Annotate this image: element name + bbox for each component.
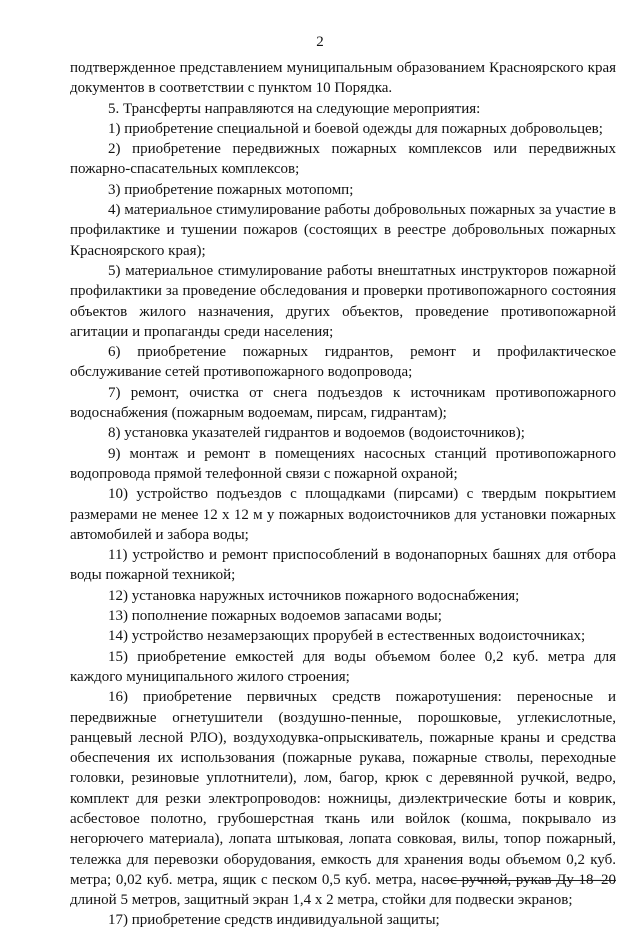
list-item-paragraph: 7) ремонт, очистка от снега подъездов к источникам противопожарного водоснабжения (пожарным водоемам, пирсам, гидрантам); xyxy=(70,384,616,422)
list-item-paragraph: 5) материальное стимулирование работы внештатных инструкторов пожарной профилактики за проведение обследования и проверки противопожарного состояния объектов жилого назначения, других объектов, проведение противопожарной агитации и пропаганды среди населения; xyxy=(70,262,616,340)
page-number: 2 xyxy=(316,34,324,50)
list-item-paragraph: 13) пополнение пожарных водоемов запасами воды; xyxy=(108,608,442,625)
footer-divider xyxy=(443,880,616,881)
list-item-paragraph: 17) приобретение средств индивидуальной защиты; xyxy=(108,912,440,929)
list-item-paragraph: 6) приобретение пожарных гидрантов, ремонт и профилактическое обслуживание сетей противопожарного водопровода; xyxy=(70,344,616,381)
continued-paragraph: подтвержденное представлением муниципальным образованием Красноярского края документов в соответствии с пунктом 10 Порядка. xyxy=(70,60,616,97)
list-item-paragraph: 11) устройство и ремонт приспособлений в водонапорных башнях для отбора воды пожарной техникой; xyxy=(70,547,616,584)
list-item-paragraph: 2) приобретение передвижных пожарных комплексов или передвижных пожарно-спасательных комплексов; xyxy=(70,141,616,178)
list-item-paragraph: 8) установка указателей гидрантов и водоемов (водоисточников); xyxy=(108,425,525,442)
document-body xyxy=(70,58,616,931)
list-item-paragraph: 12) установка наружных источников пожарного водоснабжения; xyxy=(108,587,520,604)
list-item-paragraph: 16) приобретение первичных средств пожаротушения: переносные и передвижные огнетушители (воздушно-пенные, порошковые, углекислотные, ранцевый лесной РЛО), воздуходувка-опрыскиватель, пожарные краны и средства обеспечения их использования (пожарные рукава, пожарные стволы, переходные головки, резиновые уплотнители), лом, багор, крюк с деревянной ручкой, ведро, комплект для резки электропроводов: ножницы, диэлектрические боты и коврик, асбестовое полотно, грубошерстная ткань или войлок (кошма, покрывало из негорючего материала), лопата штыковая, лопата совковая, вилы, топор пожарный, тележка для перевозки оборудования, емкость для хранения воды объемом 0,2 куб. метра; 0,02 куб. метра, ящик с песком 0,5 куб. метра, насос ручной, рукав Ду 18–20 длиной 5 метров, защитный экран 1,4 х 2 метра, стойки для подвески экранов; xyxy=(70,689,616,909)
list-item-paragraph: 10) устройство подъездов с площадками (пирсами) с твердым покрытием размерами не менее 12 х 12 м у пожарных водоисточников для установки пожарных автомобилей и забора воды; xyxy=(70,486,616,543)
list-item-paragraph: 1) приобретение специальной и боевой одежды для пожарных добровольцев; xyxy=(108,120,603,137)
list-item-paragraph: 9) монтаж и ремонт в помещениях насосных станций противопожарного водопровода прямой телефонной связи с пожарной охраной; xyxy=(70,445,616,482)
list-item-paragraph: 3) приобретение пожарных мотопомп; xyxy=(108,181,354,198)
list-item-paragraph: 5. Трансферты направляются на следующие мероприятия: xyxy=(108,100,481,117)
list-item-paragraph: 15) приобретение емкостей для воды объемом более 0,2 куб. метра для каждого муниципального жилого строения; xyxy=(70,648,616,685)
list-item-paragraph: 4) материальное стимулирование работы добровольных пожарных за участие в профилактике и тушении пожаров (состоящих в реестре добровольных пожарных Красноярского края); xyxy=(70,202,616,259)
list-item-paragraph: 14) устройство незамерзающих прорубей в естественных водоисточниках; xyxy=(108,628,586,645)
